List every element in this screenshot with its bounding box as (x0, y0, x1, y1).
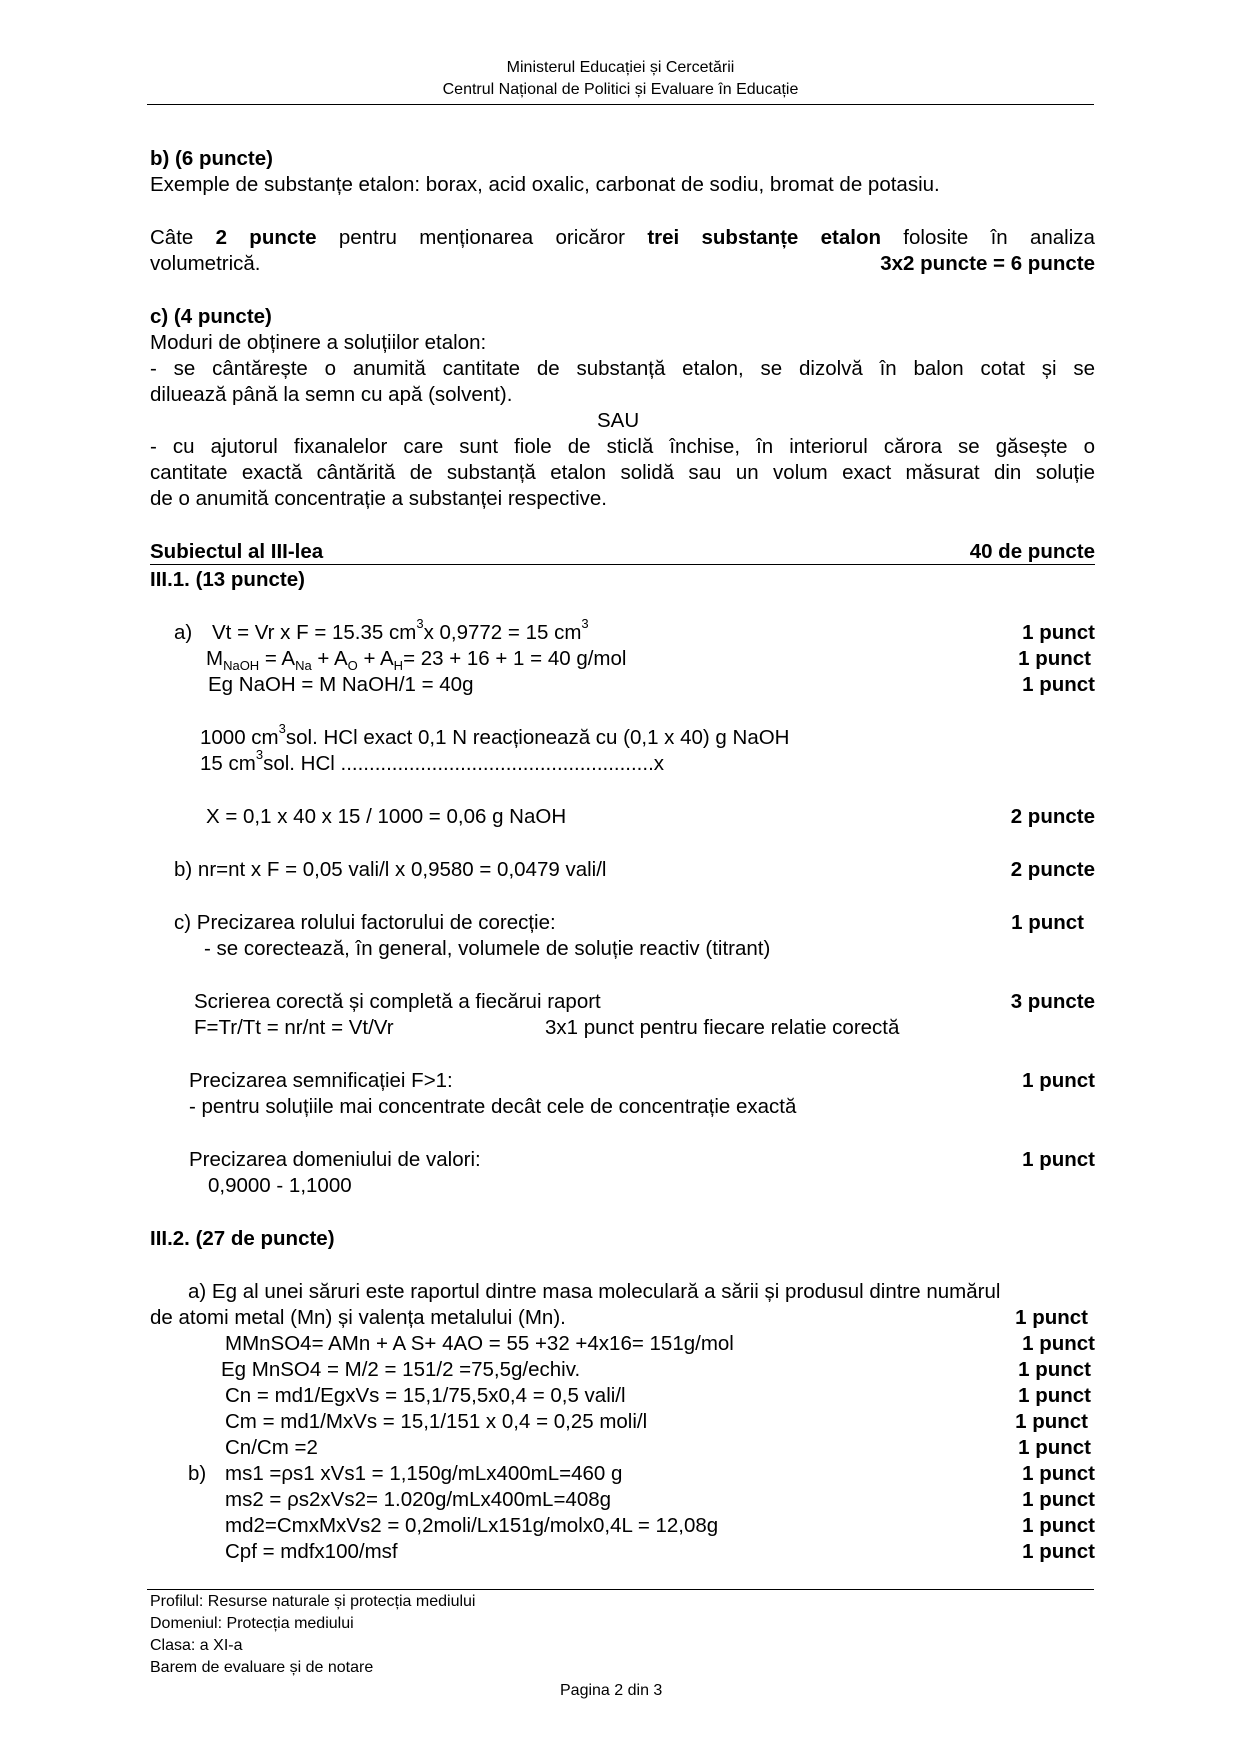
iii1-c-p5: 1 punct (1022, 1069, 1095, 1092)
iii2-a-p3: 1 punct (1022, 1332, 1095, 1355)
part-c-method2-c: de o anumită concentrație a substanței respective. (150, 487, 607, 510)
iii1-x-points: 2 puncte (1010, 805, 1095, 828)
footer-class: Clasa: a XI-a (150, 1637, 243, 1654)
iii2-a-p2: 1 punct (1015, 1306, 1088, 1329)
iii1-c-line7: Precizarea domeniului de valori: (189, 1148, 481, 1171)
iii1-a-p2: 1 punct (1018, 647, 1091, 670)
iii1-a-line2: $M_{NaOH} = A_{Na} + A_O + A_H= 23 + 16 + 1 = 40$ g/mol (206, 647, 627, 673)
subject3-rule (150, 564, 1095, 565)
part-c-intro: Moduri de obținere a soluțiilor etalon: (150, 331, 487, 354)
iii1-proportion-2: 15 $cm^3sol$. HCl .......................................................x (200, 747, 665, 775)
iii2-b-line4: Cpf = mdfx100/msf (225, 1540, 398, 1563)
iii1-c-p3: 3 puncte (1010, 990, 1095, 1013)
footer-page-number: Pagina 2 din 3 (560, 1682, 663, 1699)
iii2-b-p2: 1 punct (1022, 1488, 1095, 1511)
iii1-a-line3: Eg NaOH = M NaOH/1 = 40g (208, 673, 474, 696)
iii2-b-line3: md2=CmxMxVs2 = 0,2moli/Lx151g/molx0,4L = 12,08g (225, 1514, 719, 1537)
part-b-score: 3x2 puncte = 6 puncte (880, 252, 1095, 275)
footer-rule (147, 1589, 1094, 1590)
subject3-points: 40 de puncte (969, 540, 1095, 563)
iii1-c-line4: F=Tr/Tt = nr/nt = Vt/Vr (194, 1016, 394, 1039)
iii2-a-p7: 1 punct (1018, 1436, 1091, 1459)
iii2-b-p4: 1 punct (1022, 1540, 1095, 1563)
subject3-title: Subiectul al III-lea (150, 540, 324, 563)
part-c-or: SAU (597, 409, 640, 432)
iii2-b-line1: ms1 =ρs1 xVs1 = 1,150g/mLx400mL=460 g (225, 1462, 623, 1485)
iii2-b-p3: 1 punct (1022, 1514, 1095, 1537)
part-b-examples: Exemple de substanțe etalon: borax, acid oxalic, carbonat de sodiu, bromat de potasiu. (150, 173, 940, 196)
header-ministry: Ministerul Educației și Cercetării (506, 59, 735, 76)
iii1-b-line: b) nr=nt x F = 0,05 vali/l x 0,9580 = 0,0479 vali/l (174, 858, 607, 881)
iii1-x-calc: X = 0,1 x 40 x 15 / 1000 = 0,06 g NaOH (206, 805, 567, 828)
iii1-proportion-1: 1000 $cm^3sol$. HCl exact 0,1 N reacționează cu (0,1 x 40) g NaOH (200, 721, 790, 749)
part-b-scoring: Câte 2 puncte pentru menționarea oricăror trei substanțe etalon folosite în analiza (150, 226, 1095, 249)
part-c-method2-b: cantitate exactă cântărită de substanță etalon solidă sau un volum exact măsurat din soluție (150, 461, 1095, 484)
header-center: Centrul Național de Politici și Evaluare în Educație (442, 81, 799, 98)
footer-domain: Domeniul: Protecția mediului (150, 1615, 354, 1632)
iii2-a-line7: Cn/Cm =2 (225, 1436, 318, 1459)
iii2-a-p4: 1 punct (1018, 1358, 1091, 1381)
iii1-c-line6: - pentru soluțiile mai concentrate decât cele de concentrație exactă (189, 1095, 797, 1118)
footer-doc: Barem de evaluare și de notare (150, 1659, 374, 1676)
iii2-a-p6: 1 punct (1015, 1410, 1088, 1433)
part-c-method1-a: - se cântărește o anumită cantitate de substanță etalon, se dizolvă în balon cotat și se (150, 357, 1095, 380)
part-c-method1-b: diluează până la semn cu apă (solvent). (150, 383, 513, 406)
iii2-title: III.2. (27 de puncte) (150, 1227, 335, 1250)
part-b-scoring-end: volumetrică. (150, 252, 261, 275)
part-c-title: c) (4 puncte) (150, 305, 272, 328)
iii1-c-p7: 1 punct (1022, 1148, 1095, 1171)
iii1-a-label: a) (174, 621, 193, 644)
iii1-c-line3: Scrierea corectă și completă a fiecărui raport (194, 990, 601, 1013)
iii2-a-line2: de atomi metal (Mn) și valența metalului (Mn). (150, 1306, 566, 1329)
header-rule (147, 104, 1094, 105)
iii2-a-line3: MMnSO4= AMn + A S+ 4AO = 55 +32 +4x16= 151g/mol (225, 1332, 734, 1355)
iii1-title: III.1. (13 puncte) (150, 568, 305, 591)
iii2-a-line5: Cn = md1/EgxVs = 15,1/75,5x0,4 = 0,5 vali/l (225, 1384, 626, 1407)
iii2-a-line4: Eg MnSO4 = M/2 = 151/2 =75,5g/echiv. (221, 1358, 581, 1381)
iii1-a-p3: 1 punct (1022, 673, 1095, 696)
iii1-c-line1: c) Precizarea rolului factorului de corecție: (174, 911, 556, 934)
iii2-b-line2: ms2 = ρs2xVs2= 1.020g/mLx400mL=408g (225, 1488, 612, 1511)
iii1-a-p1: 1 punct (1022, 621, 1095, 644)
iii2-a-p5: 1 punct (1018, 1384, 1091, 1407)
iii2-a-line6: Cm = md1/MxVs = 15,1/151 x 0,4 = 0,25 moli/l (225, 1410, 648, 1433)
iii1-a-line1: Vt = Vr x F = 15.35 $cm^3x$ 0,9772 = 15 $cm^3$ (212, 616, 589, 644)
iii1-c-line2: - se corectează, în general, volumele de soluție reactiv (titrant) (204, 937, 771, 960)
iii1-b-points: 2 puncte (1010, 858, 1095, 881)
iii1-c-line4-note: 3x1 punct pentru fiecare relatie corectă (545, 1016, 900, 1039)
iii2-b-p1: 1 punct (1022, 1462, 1095, 1485)
iii1-c-line8: 0,9000 - 1,1000 (208, 1174, 352, 1197)
iii2-a-line1: a) Eg al unei săruri este raportul dintre masa moleculară a sării și produsul dintre numărul (188, 1280, 1001, 1303)
part-c-method2-a: - cu ajutorul fixanalelor care sunt fiole de sticlă închise, în interiorul cărora se găsește o (150, 435, 1095, 458)
part-b-title: b) (6 puncte) (150, 147, 273, 170)
iii1-c-line5: Precizarea semnificației F>1: (189, 1069, 453, 1092)
iii1-c-p1: 1 punct (1011, 911, 1084, 934)
iii2-b-label: b) (188, 1462, 207, 1485)
footer-profile: Profilul: Resurse naturale și protecția mediului (150, 1593, 476, 1610)
